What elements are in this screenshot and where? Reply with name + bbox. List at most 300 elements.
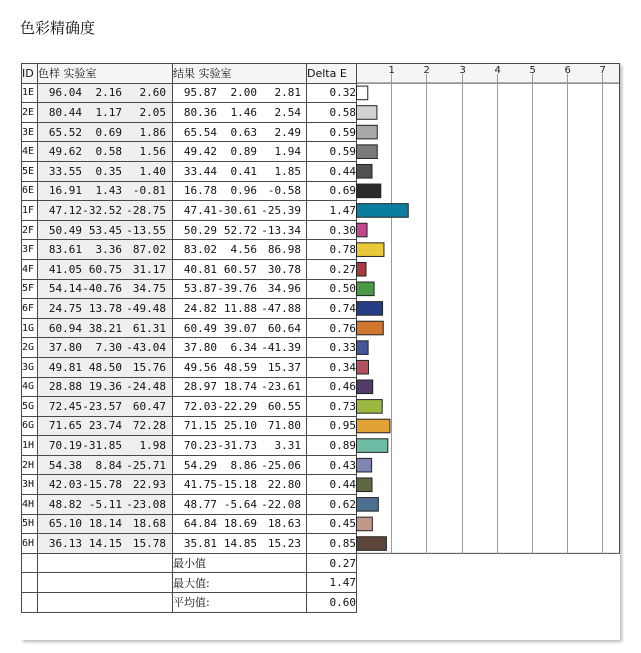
reference-a-value: 7.30 xyxy=(95,341,122,355)
measured-b-value: 34.96 xyxy=(267,282,301,296)
measured-lab-header: 结果 实验室 xyxy=(173,64,307,84)
measured-b-value: -25.39 xyxy=(261,203,301,217)
measured-b-value: 15.37 xyxy=(267,360,301,374)
measured-lab xyxy=(173,240,307,260)
delta-e-bar xyxy=(357,478,372,492)
measured-a-value: 25.10 xyxy=(223,419,257,433)
reference-a-value: 0.35 xyxy=(95,164,122,178)
delta-e-value: 0.44 xyxy=(307,161,357,181)
measured-a-value: 18.74 xyxy=(223,380,257,394)
reference-lab xyxy=(38,377,173,397)
reference-l-value: 37.80 xyxy=(48,341,82,355)
delta-e-value: 0.58 xyxy=(307,103,357,123)
patch-id: 1E xyxy=(22,83,38,103)
reference-a-value: 19.36 xyxy=(88,380,122,394)
patch-id: 4G xyxy=(22,377,38,397)
measured-lab xyxy=(173,338,307,358)
reference-l-value: 54.14 xyxy=(48,282,82,296)
reference-l-value: 83.61 xyxy=(48,243,82,257)
delta-e-value: 0.73 xyxy=(307,397,357,417)
summary-blank xyxy=(38,553,173,573)
measured-lab xyxy=(173,455,307,475)
measured-a-value: 8.86 xyxy=(230,458,257,472)
reference-l-value: 65.10 xyxy=(48,517,82,531)
measured-lab xyxy=(173,299,307,319)
measured-lab xyxy=(173,201,307,221)
measured-b-value: 60.55 xyxy=(267,399,301,413)
delta-e-bar xyxy=(357,341,369,355)
table-row xyxy=(22,338,357,358)
delta-e-bar xyxy=(357,223,368,237)
measured-lab xyxy=(173,534,307,554)
measured-a-value: -5.64 xyxy=(223,497,257,511)
reference-l-value: 72.45 xyxy=(48,399,82,413)
reference-a-value: -40.76 xyxy=(82,282,122,296)
reference-l-value: 28.88 xyxy=(48,380,82,394)
table-row xyxy=(22,220,357,240)
reference-lab xyxy=(38,514,173,534)
measured-l-value: 65.54 xyxy=(183,125,217,139)
delta-e-value: 0.30 xyxy=(307,220,357,240)
reference-lab xyxy=(38,416,173,436)
delta-e-value: 0.89 xyxy=(307,436,357,456)
delta-e-bar xyxy=(357,243,384,257)
table-row xyxy=(22,357,357,377)
reference-a-value: 0.58 xyxy=(95,145,122,159)
reference-lab xyxy=(38,103,173,123)
delta-e-bar xyxy=(357,164,372,178)
delta-e-bar xyxy=(357,498,379,512)
reference-l-value: 65.52 xyxy=(48,125,82,139)
reference-a-value: 14.15 xyxy=(88,537,122,551)
reference-l-value: 33.55 xyxy=(48,164,82,178)
measured-lab xyxy=(173,495,307,515)
measured-l-value: 16.78 xyxy=(183,184,217,198)
reference-l-value: 36.13 xyxy=(48,537,82,551)
delta-e-bar xyxy=(357,184,381,198)
patch-id: 2E xyxy=(22,103,38,123)
measured-lab xyxy=(173,397,307,417)
reference-a-value: -15.78 xyxy=(82,478,122,492)
header-row xyxy=(22,64,357,84)
measured-a-value: 52.72 xyxy=(223,223,257,237)
reference-l-value: 80.44 xyxy=(48,105,82,119)
reference-b-value: 1.40 xyxy=(139,164,166,178)
measured-l-value: 60.49 xyxy=(183,321,217,335)
reference-b-value: -49.48 xyxy=(126,301,166,315)
reference-lab xyxy=(38,259,173,279)
reference-l-value: 96.04 xyxy=(48,86,82,100)
delta-e-value: 1.47 xyxy=(307,201,357,221)
measured-l-value: 24.82 xyxy=(183,301,217,315)
delta-e-value: 0.44 xyxy=(307,475,357,495)
tick-label: 6 xyxy=(564,65,571,76)
measured-l-value: 35.81 xyxy=(183,537,217,551)
measured-a-value: 0.41 xyxy=(230,164,257,178)
tick-label: 2 xyxy=(423,65,430,76)
summary-row xyxy=(22,573,357,593)
table-row xyxy=(22,377,357,397)
delta-e-header: Delta E xyxy=(307,64,357,84)
delta-e-value: 0.45 xyxy=(307,514,357,534)
table-row xyxy=(22,161,357,181)
summary-blank xyxy=(22,573,38,593)
reference-lab xyxy=(38,318,173,338)
patch-id: 1G xyxy=(22,318,38,338)
plot-frame xyxy=(357,64,620,554)
measured-l-value: 48.77 xyxy=(183,497,217,511)
measured-lab xyxy=(173,377,307,397)
delta-e-value: 0.76 xyxy=(307,318,357,338)
measured-a-value: 60.57 xyxy=(223,262,257,276)
summary-blank xyxy=(22,553,38,573)
delta-e-value: 0.59 xyxy=(307,142,357,162)
patch-id: 5H xyxy=(22,514,38,534)
summary-blank xyxy=(22,593,38,613)
delta-e-bar xyxy=(357,400,383,414)
patch-id: 3H xyxy=(22,475,38,495)
patch-id: 3E xyxy=(22,122,38,142)
measured-b-value: -23.61 xyxy=(261,380,301,394)
table-row xyxy=(22,397,357,417)
reference-lab xyxy=(38,455,173,475)
summary-blank xyxy=(38,593,173,613)
measured-a-value: 0.63 xyxy=(230,125,257,139)
table-row xyxy=(22,436,357,456)
measured-lab xyxy=(173,161,307,181)
reference-b-value: 2.60 xyxy=(139,86,166,100)
reference-a-value: 2.16 xyxy=(95,86,122,100)
table-row xyxy=(22,514,357,534)
reference-l-value: 47.12 xyxy=(48,203,82,217)
reference-b-value: 87.02 xyxy=(132,243,166,257)
patch-id: 4F xyxy=(22,259,38,279)
measured-b-value: 22.80 xyxy=(267,478,301,492)
reference-b-value: 15.78 xyxy=(132,537,166,551)
delta-e-bar xyxy=(357,145,378,159)
measured-b-value: 15.23 xyxy=(267,537,301,551)
delta-e-value: 0.33 xyxy=(307,338,357,358)
measured-l-value: 37.80 xyxy=(183,341,217,355)
table-row xyxy=(22,181,357,201)
reference-a-value: -5.11 xyxy=(88,497,122,511)
summary-row xyxy=(22,593,357,613)
delta-e-bar xyxy=(357,106,377,120)
delta-e-bar xyxy=(357,282,375,296)
reference-b-value: 2.05 xyxy=(139,105,166,119)
reference-b-value: -28.75 xyxy=(126,203,166,217)
patch-id: 1H xyxy=(22,436,38,456)
delta-e-value: 0.62 xyxy=(307,495,357,515)
delta-e-bar xyxy=(357,125,378,139)
plot-header-band xyxy=(357,64,620,84)
tick-label: 4 xyxy=(494,65,501,76)
reference-l-value: 60.94 xyxy=(48,321,82,335)
reference-l-value: 48.82 xyxy=(48,497,82,511)
delta-e-bar-plot xyxy=(356,63,620,640)
reference-b-value: 34.75 xyxy=(132,282,166,296)
tick-label: 5 xyxy=(529,65,536,76)
summary-label: 平均值: xyxy=(173,593,307,613)
reference-b-value: -43.04 xyxy=(126,341,166,355)
reference-b-value: -13.55 xyxy=(126,223,166,237)
reference-lab xyxy=(38,436,173,456)
patch-id: 5E xyxy=(22,161,38,181)
measured-lab xyxy=(173,279,307,299)
table-row xyxy=(22,279,357,299)
summary-label: 最大值: xyxy=(173,573,307,593)
patch-id: 2H xyxy=(22,455,38,475)
delta-e-value: 0.27 xyxy=(307,259,357,279)
delta-e-value: 0.43 xyxy=(307,455,357,475)
measured-a-value: -30.61 xyxy=(217,203,257,217)
reference-lab-header: 色样 实验室 xyxy=(38,64,173,84)
measured-lab xyxy=(173,475,307,495)
measured-l-value: 54.29 xyxy=(183,458,217,472)
reference-b-value: 61.31 xyxy=(132,321,166,335)
reference-lab xyxy=(38,220,173,240)
reference-lab xyxy=(38,495,173,515)
measured-lab xyxy=(173,83,307,103)
reference-lab xyxy=(38,83,173,103)
measured-l-value: 71.15 xyxy=(183,419,217,433)
measured-lab xyxy=(173,514,307,534)
delta-e-value: 0.32 xyxy=(307,83,357,103)
measured-l-value: 64.84 xyxy=(183,517,217,531)
delta-e-bar xyxy=(357,321,384,335)
patch-id: 6F xyxy=(22,299,38,319)
reference-b-value: 1.98 xyxy=(139,439,166,453)
measured-b-value: -0.58 xyxy=(267,184,301,198)
delta-e-value: 0.85 xyxy=(307,534,357,554)
measured-b-value: 60.64 xyxy=(267,321,301,335)
measured-b-value: 3.31 xyxy=(274,439,301,453)
table-row xyxy=(22,240,357,260)
reference-b-value: -24.48 xyxy=(126,380,166,394)
measured-a-value: -15.18 xyxy=(217,478,257,492)
table-row xyxy=(22,495,357,515)
measured-a-value: 6.34 xyxy=(230,341,257,355)
measured-a-value: 0.89 xyxy=(230,145,257,159)
delta-e-value: 0.74 xyxy=(307,299,357,319)
reference-lab xyxy=(38,475,173,495)
reference-a-value: 1.17 xyxy=(95,105,122,119)
measured-l-value: 41.75 xyxy=(183,478,217,492)
summary-value: 0.27 xyxy=(307,553,357,573)
measured-lab xyxy=(173,220,307,240)
measured-a-value: 14.85 xyxy=(223,537,257,551)
reference-l-value: 50.49 xyxy=(48,223,82,237)
measured-a-value: -22.29 xyxy=(217,399,257,413)
reference-l-value: 49.62 xyxy=(48,145,82,159)
table-row xyxy=(22,103,357,123)
reference-l-value: 42.03 xyxy=(48,478,82,492)
measured-a-value: 39.07 xyxy=(223,321,257,335)
measured-a-value: -31.73 xyxy=(217,439,257,453)
patch-id: 2G xyxy=(22,338,38,358)
measured-l-value: 47.41 xyxy=(183,203,217,217)
id-header: ID xyxy=(22,64,38,84)
delta-e-bar xyxy=(357,517,373,531)
summary-label: 最小值 xyxy=(173,553,307,573)
summary-value: 0.60 xyxy=(307,593,357,613)
measured-a-value: 1.46 xyxy=(230,105,257,119)
reference-a-value: 53.45 xyxy=(88,223,122,237)
reference-a-value: 0.69 xyxy=(95,125,122,139)
measured-b-value: -47.88 xyxy=(261,301,301,315)
measured-b-value: 86.98 xyxy=(267,243,301,257)
measured-lab xyxy=(173,259,307,279)
reference-lab xyxy=(38,161,173,181)
table-row xyxy=(22,83,357,103)
reference-b-value: 1.56 xyxy=(139,145,166,159)
patch-id: 5F xyxy=(22,279,38,299)
reference-l-value: 70.19 xyxy=(48,439,82,453)
reference-lab xyxy=(38,201,173,221)
reference-b-value: 31.17 xyxy=(132,262,166,276)
patch-id: 6G xyxy=(22,416,38,436)
measured-b-value: -22.08 xyxy=(261,497,301,511)
reference-lab xyxy=(38,338,173,358)
measured-b-value: 1.85 xyxy=(274,164,301,178)
reference-a-value: 18.14 xyxy=(88,517,122,531)
tick-label: 7 xyxy=(599,65,606,76)
reference-b-value: -0.81 xyxy=(132,184,166,198)
measured-l-value: 28.97 xyxy=(183,380,217,394)
reference-lab xyxy=(38,279,173,299)
measured-l-value: 50.29 xyxy=(183,223,217,237)
reference-b-value: 22.93 xyxy=(132,478,166,492)
reference-a-value: 23.74 xyxy=(88,419,122,433)
measured-l-value: 53.87 xyxy=(183,282,217,296)
reference-b-value: 15.76 xyxy=(132,360,166,374)
measured-l-value: 83.02 xyxy=(183,243,217,257)
page-title: 色彩精确度 xyxy=(20,19,96,37)
delta-e-bar xyxy=(357,537,387,551)
reference-b-value: 18.68 xyxy=(132,517,166,531)
measured-l-value: 70.23 xyxy=(183,439,217,453)
patch-id: 6E xyxy=(22,181,38,201)
summary-blank xyxy=(38,573,173,593)
table-row xyxy=(22,416,357,436)
tick-label: 3 xyxy=(459,65,466,76)
measured-b-value: -41.39 xyxy=(261,341,301,355)
table-row xyxy=(22,318,357,338)
reference-lab xyxy=(38,240,173,260)
reference-b-value: -25.71 xyxy=(126,458,166,472)
measured-a-value: 11.88 xyxy=(223,301,257,315)
table-row xyxy=(22,142,357,162)
measured-l-value: 72.03 xyxy=(183,399,217,413)
measured-b-value: 1.94 xyxy=(274,145,301,159)
reference-lab xyxy=(38,122,173,142)
reference-a-value: 60.75 xyxy=(88,262,122,276)
measured-a-value: 2.00 xyxy=(230,86,257,100)
delta-e-bar xyxy=(357,302,383,316)
table-row xyxy=(22,299,357,319)
summary-value: 1.47 xyxy=(307,573,357,593)
patch-id: 4H xyxy=(22,495,38,515)
measured-l-value: 49.56 xyxy=(183,360,217,374)
patch-id: 1F xyxy=(22,201,38,221)
measured-b-value: 2.49 xyxy=(274,125,301,139)
table-row xyxy=(22,475,357,495)
summary-row xyxy=(22,553,357,573)
reference-lab xyxy=(38,142,173,162)
reference-a-value: -32.52 xyxy=(82,203,122,217)
reference-lab xyxy=(38,534,173,554)
delta-e-value: 0.59 xyxy=(307,122,357,142)
delta-e-value: 0.78 xyxy=(307,240,357,260)
patch-id: 6H xyxy=(22,534,38,554)
measured-lab xyxy=(173,416,307,436)
color-accuracy-chart xyxy=(21,63,620,640)
reference-l-value: 54.38 xyxy=(48,458,82,472)
reference-l-value: 71.65 xyxy=(48,419,82,433)
measured-l-value: 40.81 xyxy=(183,262,217,276)
patch-id: 4E xyxy=(22,142,38,162)
reference-b-value: -23.08 xyxy=(126,497,166,511)
delta-e-bar xyxy=(357,86,368,100)
reference-lab xyxy=(38,357,173,377)
measured-a-value: 18.69 xyxy=(223,517,257,531)
delta-e-value: 0.50 xyxy=(307,279,357,299)
reference-a-value: -23.57 xyxy=(82,399,122,413)
measured-lab xyxy=(173,357,307,377)
measured-a-value: 0.96 xyxy=(230,184,257,198)
measured-b-value: -25.06 xyxy=(261,458,301,472)
measured-lab xyxy=(173,181,307,201)
reference-lab xyxy=(38,181,173,201)
tick-label: 1 xyxy=(388,65,395,76)
table-row xyxy=(22,201,357,221)
reference-a-value: 1.43 xyxy=(95,184,122,198)
reference-a-value: -31.85 xyxy=(82,439,122,453)
measured-a-value: -39.76 xyxy=(217,282,257,296)
delta-e-bar xyxy=(357,380,373,394)
reference-b-value: 60.47 xyxy=(132,399,166,413)
measured-b-value: -13.34 xyxy=(261,223,301,237)
reference-b-value: 72.28 xyxy=(132,419,166,433)
table-row xyxy=(22,534,357,554)
measured-lab xyxy=(173,122,307,142)
measured-a-value: 4.56 xyxy=(230,243,257,257)
delta-e-value: 0.95 xyxy=(307,416,357,436)
table-row xyxy=(22,122,357,142)
reference-lab xyxy=(38,299,173,319)
measured-l-value: 95.87 xyxy=(183,86,217,100)
measured-l-value: 49.42 xyxy=(183,145,217,159)
measured-lab xyxy=(173,436,307,456)
measured-l-value: 33.44 xyxy=(183,164,217,178)
table-row xyxy=(22,259,357,279)
measured-lab xyxy=(173,142,307,162)
patch-id: 3G xyxy=(22,357,38,377)
delta-e-bar xyxy=(357,419,390,433)
measured-b-value: 18.63 xyxy=(267,517,301,531)
delta-e-bar xyxy=(357,458,372,472)
reference-b-value: 1.86 xyxy=(139,125,166,139)
measured-lab xyxy=(173,318,307,338)
reference-a-value: 48.50 xyxy=(88,360,122,374)
delta-e-bar xyxy=(357,262,367,276)
reference-a-value: 38.21 xyxy=(88,321,122,335)
delta-e-value: 0.46 xyxy=(307,377,357,397)
reference-l-value: 49.81 xyxy=(48,360,82,374)
measured-b-value: 2.81 xyxy=(274,86,301,100)
reference-lab xyxy=(38,397,173,417)
measured-a-value: 48.59 xyxy=(223,360,257,374)
